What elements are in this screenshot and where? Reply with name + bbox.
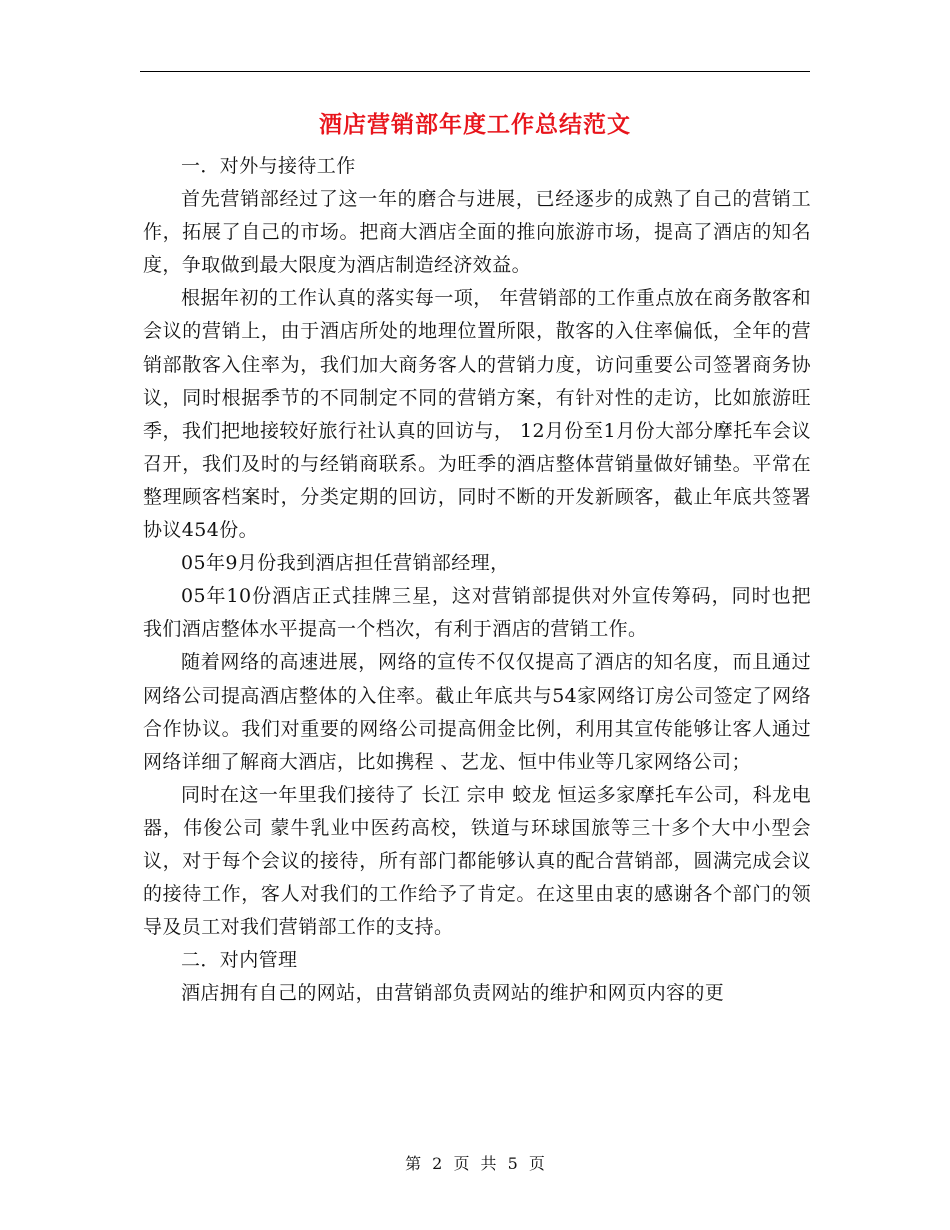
paragraph: 05年10份酒店正式挂牌三星，这对营销部提供对外宣传筹码，同时也把我们酒店整体水平提高一个档次，有利于酒店的营销工作。 [143,585,811,641]
section-heading-external: 一．对外与接待工作 [181,155,356,177]
paragraph: 同时在这一年里我们接待了 长江 宗申 蛟龙 恒运多家摩托车公司，科龙电器，伟俊公司 蒙牛乳业中医药高校，铁道与环球国旅等三十多个大中小型会议，对于每个会议的接待，所有部门都能够认真的配合营销部，圆满完成会议的接待工作，客人对我们的工作给予了肯定。在这里由衷的感谢各个部门的领导及员工对我们营销部工作的支持。 [143,783,811,939]
page-number-footer: 第 2 页 共 5 页 [405,1154,545,1173]
header-rule [140,71,810,72]
paragraph: 酒店拥有自己的网站，由营销部负责网站的维护和网页内容的更 [181,982,725,1005]
paragraph: 根据年初的工作认真的落实每一项， 年营销部的工作重点放在商务散客和会议的营销上，由于酒店所处的地理位置所限，散客的入住率偏低，全年的营销部散客入住率为，我们加大商务客人的营销力度，访问重要公司签署商务协议，同时根据季节的不同制定不同的营销方案，有针对性的走访，比如旅游旺季，我们把地接较好旅行社认真的回访与， 12月份至1月份大部分摩托车会议召开，我们及时的与经销商联系。为旺季的酒店整体营销量做好铺垫。平常在整理顾客档案时，分类定期的回访，同时不断的开发新顾客，截止年底共签署协议454份。 [143,287,811,542]
section-heading-internal: 二．对内管理 [181,949,298,972]
document-title: 酒店营销部年度工作总结范文 [319,111,631,138]
paragraph: 05年9月份我到酒店担任营销部经理， [181,552,510,575]
paragraph: 随着网络的高速进展，网络的宣传不仅仅提高了酒店的知名度，而且通过网络公司提高酒店整体的入住率。截止年底共与54家网络订房公司签定了网络合作协议。我们对重要的网络公司提高佣金比例，利用其宣传能够让客人通过网络详细了解商大酒店，比如携程 、艺龙、恒中伟业等几家网络公司； [143,651,811,773]
document-body [143,150,811,1010]
paragraph: 首先营销部经过了这一年的磨合与进展，已经逐步的成熟了自己的营销工作，拓展了自己的市场。把商大酒店全面的推向旅游市场，提高了酒店的知名度，争取做到最大限度为酒店制造经济效益。 [143,188,811,277]
